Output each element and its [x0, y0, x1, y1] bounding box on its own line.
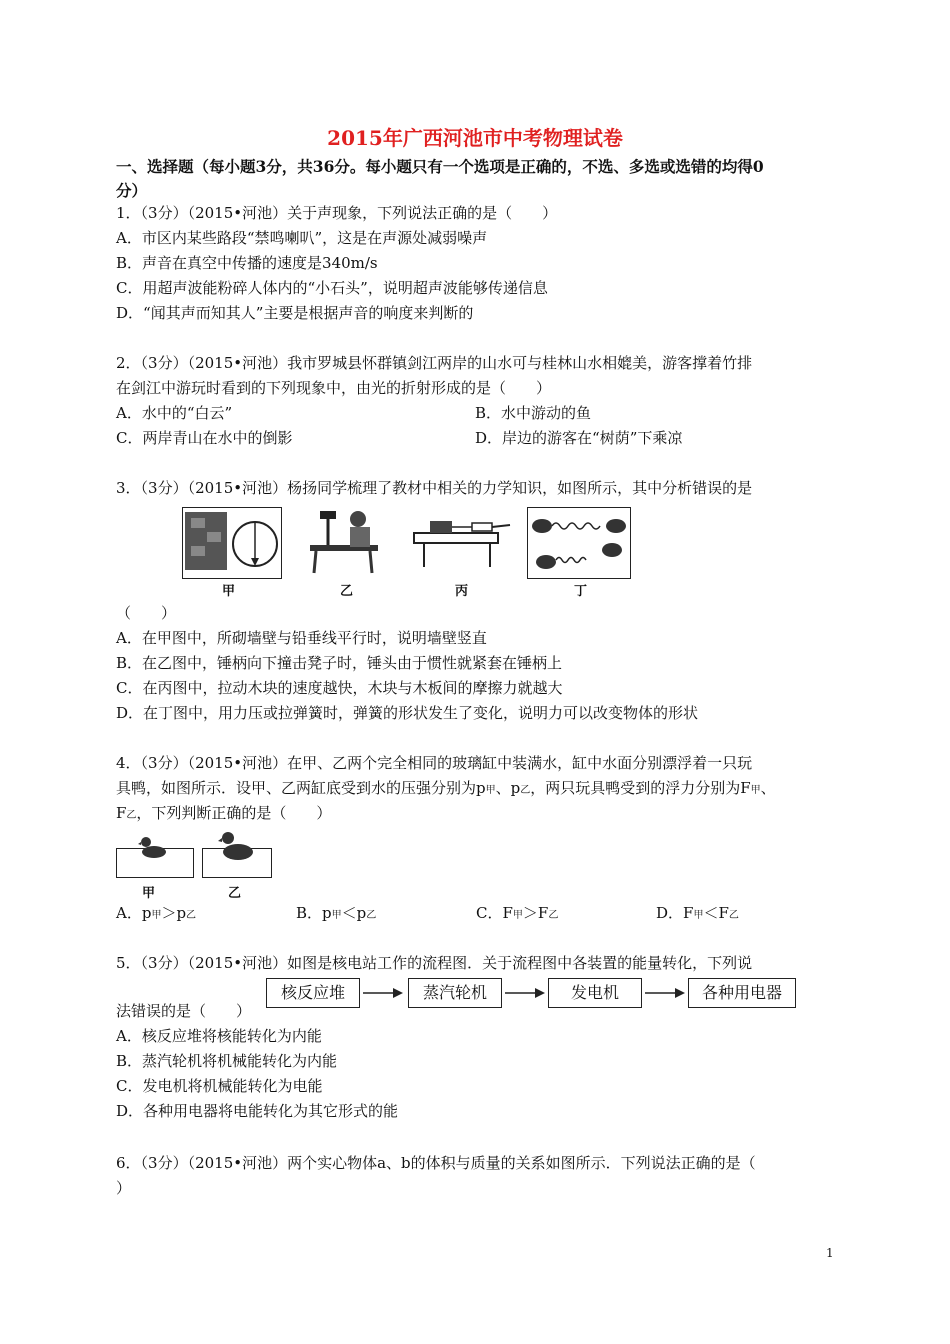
- q5-stem-line2: 法错误的是（ ）: [116, 1002, 252, 1020]
- q2-stem-line1: 2．（3分）（2015•河池）我市罗城县怀群镇剑江两岸的山水可与桂林山水相媲美，游客撑着竹排: [116, 354, 753, 372]
- q4-option-b: [296, 902, 376, 927]
- q4-stem-text: ，下列判断正确的是（ ）: [136, 804, 332, 822]
- q1-option-b: B．声音在真空中传播的速度是340m/s: [116, 254, 378, 272]
- page-number: 1: [826, 1246, 834, 1260]
- q3-option-d: D．在丁图中，用力压或拉弹簧时，弹簧的形状发生了变化，说明力可以改变物体的形状: [116, 704, 699, 722]
- subscript-yi: 乙: [520, 785, 531, 796]
- q6-stem-line2: ）: [116, 1179, 132, 1197]
- figure-label-ding: 丁: [574, 584, 588, 599]
- subscript-jia: 甲: [750, 785, 761, 796]
- q5-option-d: D．各种用电器将电能转化为其它形式的能: [116, 1102, 399, 1120]
- duck-jia-icon: [138, 832, 170, 860]
- q4-stem-text: 具鸭，如图所示．设甲、乙两缸底受到水的压强分别为p: [116, 779, 486, 797]
- q5-option-b: B．蒸汽轮机将机械能转化为内能: [116, 1052, 338, 1070]
- q4-option-text: ＞p: [161, 904, 187, 922]
- q1-option-d: D．“闻其声而知其人”主要是根据声音的响度来判断的: [116, 304, 474, 322]
- figure-label-jia: 甲: [142, 886, 156, 901]
- section-header-line1: 一、选择题（每小题3分，共36分。每小题只有一个选项是正确的，不选、多选或选错的均得0: [116, 157, 764, 176]
- q6-stem-line1: 6．（3分）（2015•河池）两个实心物体a、b的体积与质量的关系如图所示．下列说法正确的是（: [116, 1154, 756, 1172]
- q2-option-c: C．两岸青山在水中的倒影: [116, 429, 293, 447]
- figure-label-bing: 丙: [455, 584, 469, 599]
- figure-label-yi: 乙: [340, 584, 354, 599]
- subscript-yi: 乙: [728, 910, 739, 921]
- flow-arrow-icon: [361, 985, 405, 1001]
- q4-option-text: A．p: [116, 904, 152, 922]
- q4-option-d: [656, 902, 739, 927]
- duck-yi-icon: [218, 826, 258, 862]
- q3-option-c: C．在丙图中，拉动木块的速度越快，木块与木板间的摩擦力就越大: [116, 679, 563, 697]
- subscript-jia: 甲: [151, 910, 162, 921]
- figure-label-jia: 甲: [222, 584, 236, 599]
- flow-box-generator: 发电机: [548, 978, 642, 1008]
- q1-option-a: A．市区内某些路段“禁鸣喇叭”，这是在声源处减弱噪声: [116, 229, 488, 247]
- q4-stem-text: 、p: [495, 779, 521, 797]
- subscript-yi: 乙: [548, 910, 559, 921]
- q1-option-c: C．用超声波能粉碎人体内的“小石头”，说明超声波能够传递信息: [116, 279, 548, 297]
- q2-option-d: D．岸边的游客在“树荫”下乘凉: [475, 429, 683, 447]
- q4-stem-line3: [116, 802, 331, 827]
- section-header: [116, 155, 764, 203]
- flow-arrow-icon: [503, 985, 547, 1001]
- figure-yi-hammer-stool: [306, 507, 388, 577]
- q5-option-a: A．核反应堆将核能转化为内能: [116, 1027, 322, 1045]
- q5-option-c: C．发电机将机械能转化为电能: [116, 1077, 323, 1095]
- flow-box-appliances: 各种用电器: [688, 978, 796, 1008]
- q3-answer-paren: （ ）: [116, 604, 177, 622]
- q4-option-text: D．F: [656, 904, 694, 922]
- q2-stem-line2: 在剑江中游玩时看到的下列现象中，由光的折射形成的是（ ）: [116, 379, 552, 397]
- subscript-yi: 乙: [366, 910, 377, 921]
- section-header-line2: 分）: [116, 181, 148, 200]
- q4-option-c: [476, 902, 558, 927]
- subscript-jia: 甲: [512, 910, 523, 921]
- q1-stem: 1．（3分）（2015•河池）关于声现象，下列说法正确的是（ ）: [116, 204, 558, 222]
- subscript-yi: 乙: [186, 910, 197, 921]
- flow-arrow-icon: [643, 985, 687, 1001]
- q3-stem: 3．（3分）（2015•河池）杨扬同学梳理了教材中相关的力学知识，如图所示，其中分析错误的是: [116, 479, 753, 497]
- q4-option-a: [116, 902, 196, 927]
- q2-option-b: B．水中游动的鱼: [475, 404, 592, 422]
- figure-jia-wall-plumb: [182, 507, 282, 579]
- q4-option-text: ＜F: [703, 904, 729, 922]
- q4-stem-line1: 4．（3分）（2015•河池）在甲、乙两个完全相同的玻璃缸中装满水，缸中水面分别漂浮着一只玩: [116, 754, 753, 772]
- figure-ding-spring: [527, 507, 631, 579]
- q5-stem-line1: 5．（3分）（2015•河池）如图是核电站工作的流程图．关于流程图中各装置的能量转化，下列说: [116, 954, 753, 972]
- q3-option-b: B．在乙图中，锤柄向下撞击凳子时，锤头由于惯性就紧套在锤柄上: [116, 654, 563, 672]
- q4-stem-line2: [116, 777, 776, 802]
- q4-option-text: ＞F: [522, 904, 549, 922]
- q4-stem-text: ，两只玩具鸭受到的浮力分别为F: [530, 779, 751, 797]
- subscript-jia: 甲: [693, 910, 704, 921]
- q4-stem-text: 、: [760, 779, 776, 797]
- q4-stem-text: F: [116, 804, 127, 822]
- figure-bing-block-board: [410, 507, 514, 577]
- subscript-yi: 乙: [126, 810, 137, 821]
- page-title: 2015年广西河池市中考物理试卷: [327, 126, 623, 150]
- subscript-jia: 甲: [331, 910, 342, 921]
- q3-option-a: A．在甲图中，所砌墙壁与铅垂线平行时，说明墙壁竖直: [116, 629, 487, 647]
- subscript-jia: 甲: [485, 785, 496, 796]
- flow-box-turbine: 蒸汽轮机: [408, 978, 502, 1008]
- flow-box-reactor: 核反应堆: [266, 978, 360, 1008]
- q4-option-text: B．p: [296, 904, 332, 922]
- q4-option-text: C．F: [476, 904, 513, 922]
- figure-label-yi: 乙: [228, 886, 242, 901]
- q2-option-a: A．水中的“白云”: [116, 404, 233, 422]
- q4-option-text: ＜p: [341, 904, 367, 922]
